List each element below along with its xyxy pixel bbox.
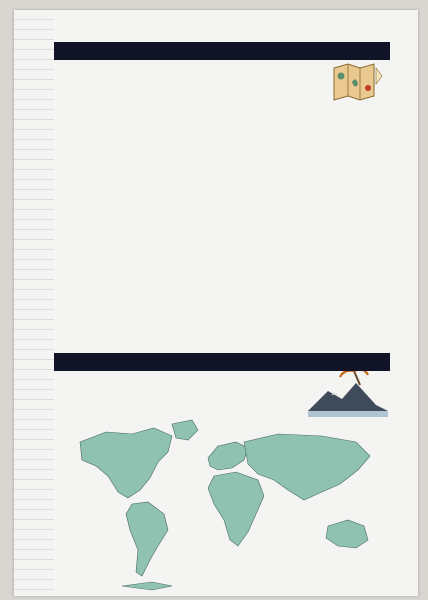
africa-shape xyxy=(208,472,264,546)
europe-shape xyxy=(208,442,248,470)
folded-map-icon xyxy=(330,62,384,102)
antarctica-shape xyxy=(122,582,172,590)
timezones-title xyxy=(54,353,390,371)
notebook-page xyxy=(14,10,418,596)
australia-shape xyxy=(326,520,368,548)
greenland-shape xyxy=(172,420,198,440)
asia-shape xyxy=(244,434,370,500)
world-landmass xyxy=(80,420,370,590)
north-america-shape xyxy=(80,428,172,498)
timezone-world-map xyxy=(22,380,418,592)
glossary-title xyxy=(54,42,390,60)
south-america-shape xyxy=(126,502,168,576)
